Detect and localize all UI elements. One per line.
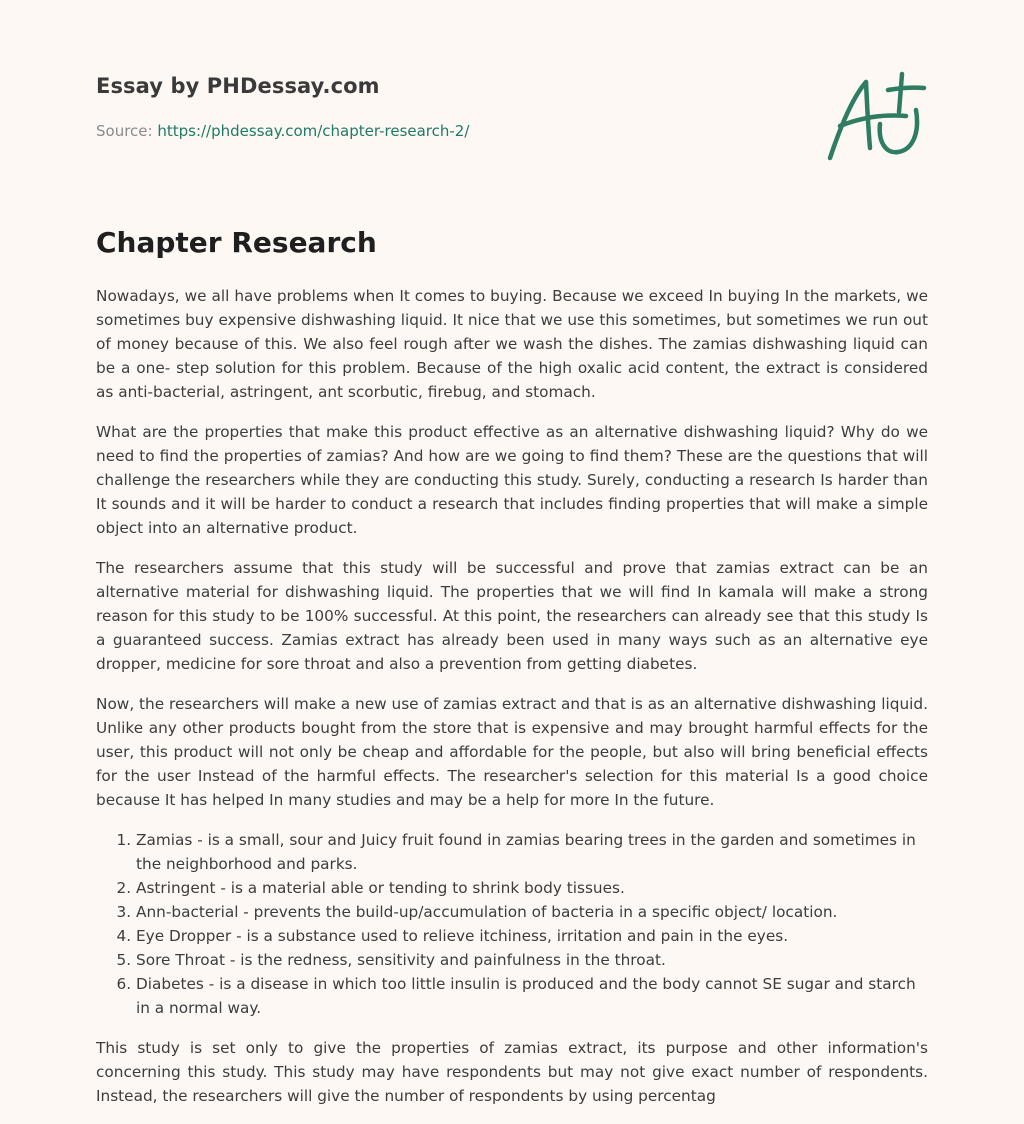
article-body — [96, 284, 928, 1124]
article-title: Chapter Research — [96, 226, 377, 259]
list-item: 3. Ann-bacterial - prevents the build-up/accumulation of bacteria in a specific object/ location. — [136, 900, 928, 924]
list-item: 5. Sore Throat - is the redness, sensitivity and painfulness in the throat. — [136, 948, 928, 972]
list-item: 1. Zamias - is a small, sour and Juicy fruit found in zamias bearing trees in the garden and sometimes in the neighborhood and parks. — [136, 828, 928, 876]
body-paragraph: Nowadays, we all have problems when It comes to buying. Because we exceed In buying In the markets, we sometimes buy expensive dishwashing liquid. It nice that we use this sometimes, but sometimes we run out of money because of this. We also feel rough after we wash the dishes. The zamias dishwashing liquid can be a one- step solution for this problem. Because of the high oxalic acid content, the extract is considered as anti-bacterial, astringent, ant scorbutic, firebug, and stomach. — [96, 287, 928, 401]
body-paragraph: Now, the researchers will make a new use of zamias extract and that is as an alternative dishwashing liquid. Unlike any other products bought from the store that is expensive and may brought harmful effects for the user, this product will not only be cheap and affordable for the people, but also will bring beneficial effects for the user Instead of the harmful effects. The researcher's selection for this material Is a good choice because It has helped In many studies and may be a help for more In the future. — [96, 695, 928, 809]
source-link[interactable]: https://phdessay.com/chapter-research-2/ — [157, 122, 470, 140]
closing-paragraph: This study is set only to give the properties of zamias extract, its purpose and other information's concerning this study. This study may have respondents but may not give exact number of respondents. Instead, the researchers will give the number of respondents by using percentag — [96, 1039, 928, 1105]
list-item: 6. Diabetes - is a disease in which too little insulin is produced and the body cannot SE sugar and starch in a normal way. — [136, 972, 928, 1020]
list-item: 4. Eye Dropper - is a substance used to relieve itchiness, irritation and pain in the eyes. — [136, 924, 928, 948]
body-paragraph: What are the properties that make this product effective as an alternative dishwashing liquid? Why do we need to find the properties of zamias? And how are we going to find them? These are the questions that will challenge the researchers while they are conducting this study. Surely, conducting a research Is harder than It sounds and it will be harder to conduct a research that includes finding properties that will make a simple object into an alternative product. — [96, 423, 928, 537]
brand-title: Essay by PHDessay.com — [96, 74, 380, 98]
a-plus-grade-icon — [822, 68, 928, 166]
list-item: 2. Astringent - is a material able or tending to shrink body tissues. — [136, 876, 928, 900]
source-label: Source: — [96, 122, 158, 140]
page-header — [96, 74, 928, 140]
body-paragraph: The researchers assume that this study will be successful and prove that zamias extract can be an alternative material for dishwashing liquid. The properties that we will find In kamala will make a strong reason for this study to be 100% successful. At this point, the researchers can already see that this study Is a guaranteed success. Zamias extract has already been used in many ways such as an alternative eye dropper, medicine for sore throat and also a prevention from getting diabetes. — [96, 559, 928, 673]
source-line — [96, 122, 928, 140]
definition-list — [96, 828, 928, 1020]
